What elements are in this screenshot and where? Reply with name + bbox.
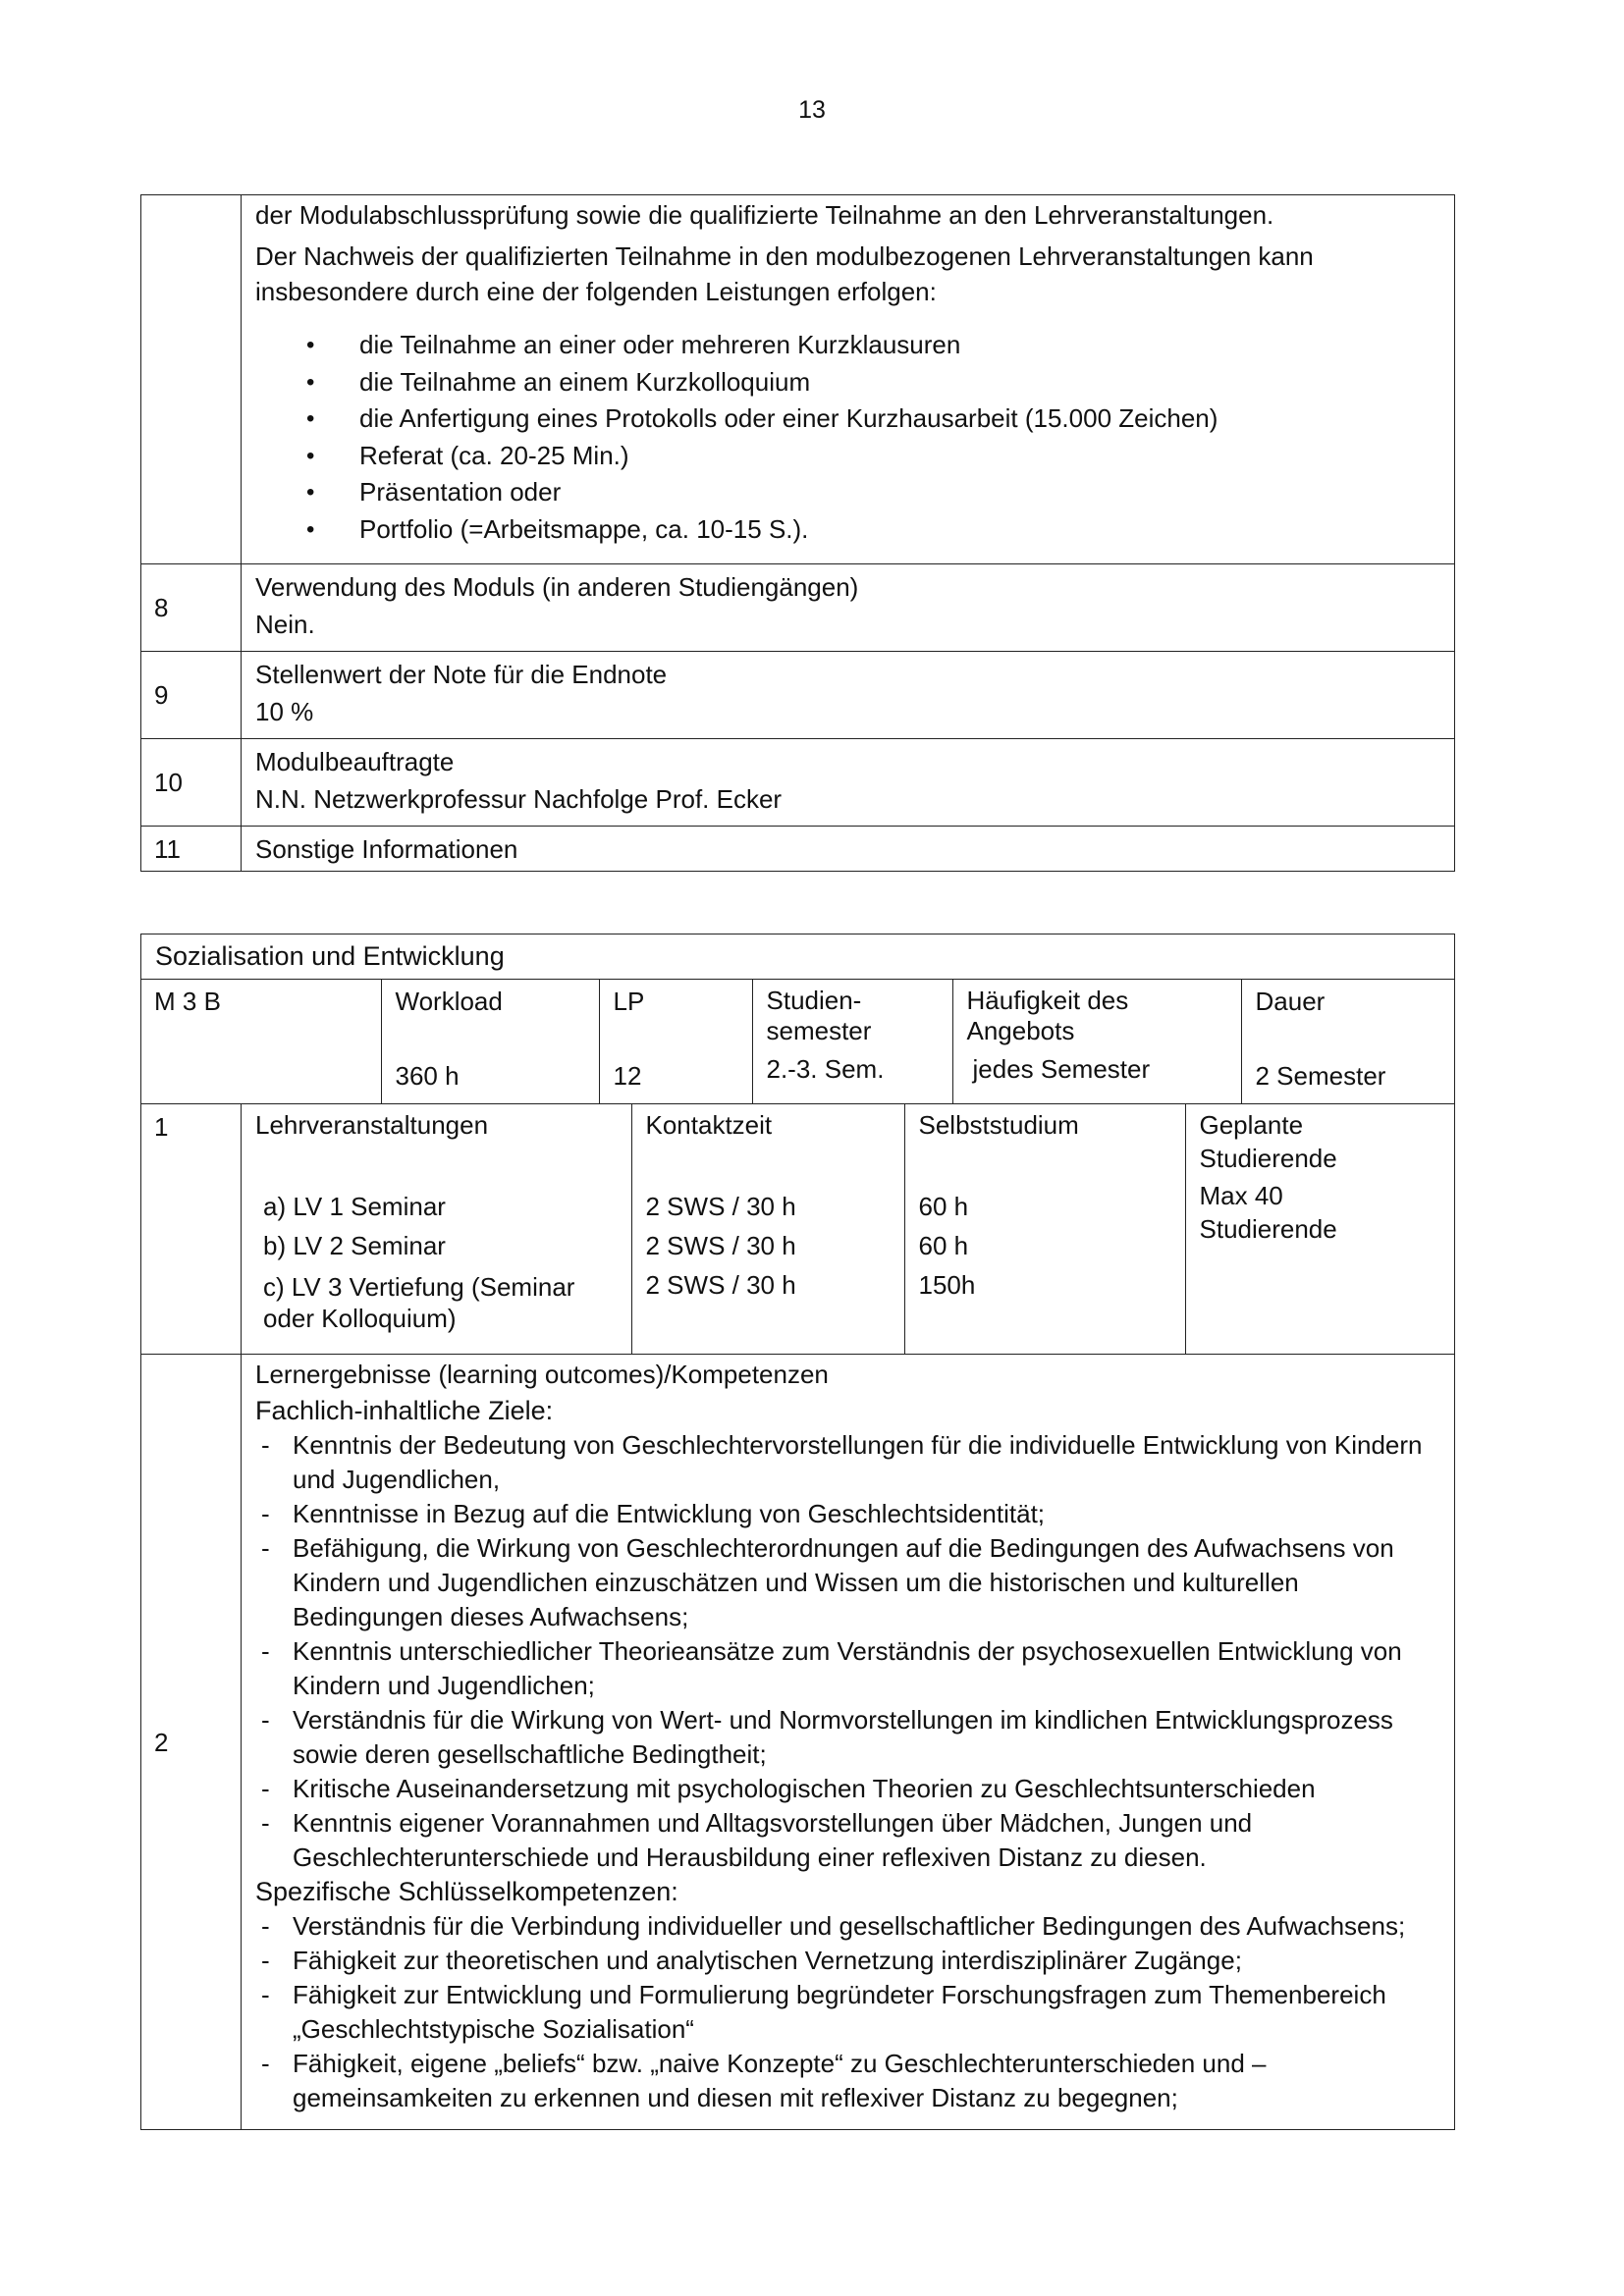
cell-value: Nein.	[255, 610, 315, 639]
list-item: - Kenntnisse in Bezug auf die Entwicklung von Geschlechtsidentität;	[255, 1497, 1444, 1531]
subject-goals-heading: Fachlich-inhaltliche Ziele:	[255, 1396, 554, 1425]
module-title: Sozialisation und Entwicklung	[141, 934, 1455, 980]
other-info-cell	[242, 827, 1455, 872]
row-number: 9	[141, 652, 242, 739]
lp-value: 12	[613, 1061, 642, 1091]
contact-time-label: Kontaktzeit	[645, 1110, 773, 1140]
module-table-continued	[140, 194, 1455, 872]
list-item: - Fähigkeit zur Entwicklung und Formulierung begründeter Forschungsfragen zum Themenbereich „Geschlechtstypische Sozialisation“	[255, 1978, 1444, 2047]
usage-cell	[242, 564, 1455, 652]
row-number: 10	[141, 739, 242, 827]
list-item: • Präsentation oder	[255, 474, 1444, 511]
workload-value: 360 h	[395, 1061, 460, 1091]
planned-students-value: Max 40	[1199, 1181, 1283, 1210]
duration-label: Dauer	[1255, 987, 1326, 1016]
self-study-item: 150h	[918, 1270, 976, 1300]
learning-outcomes-cell	[242, 1355, 1455, 2130]
contact-time-item: 2 SWS / 30 h	[645, 1192, 796, 1221]
planned-students-value: Studierende	[1199, 1214, 1337, 1244]
course-item: b) LV 2 Seminar	[263, 1231, 446, 1260]
list-item: - Befähigung, die Wirkung von Geschlechterordnungen auf die Bedingungen des Aufwachsens von Kindern und Jugendlichen einzuschätzen und Wissen um die historischen und kulturellen Bedingungen dieses Aufwachsens;	[255, 1531, 1444, 1634]
cell-title: Sonstige Informationen	[255, 833, 518, 864]
list-item: - Kenntnis der Bedeutung von Geschlechtervorstellungen für die individuelle Entwicklung von Kindern und Jugendlichen,	[255, 1428, 1444, 1497]
contact-time-item: 2 SWS / 30 h	[645, 1231, 796, 1260]
list-item: - Kenntnis eigener Vorannahmen und Alltagsvorstellungen über Mädchen, Jungen und Geschlechterunterschiede und Herausbildung einer reflexiven Distanz zu diesen.	[255, 1806, 1444, 1875]
contact-time-cell	[631, 1104, 904, 1354]
performance-list	[255, 327, 1444, 548]
cell-title: Verwendung des Moduls (in anderen Studiengängen)	[255, 572, 859, 602]
frequency-cell	[952, 980, 1241, 1103]
duration-cell	[1241, 980, 1454, 1103]
outcomes-heading: Lernergebnisse (learning outcomes)/Kompetenzen	[255, 1360, 829, 1389]
planned-students-label: Geplante	[1199, 1110, 1304, 1140]
semester-cell	[752, 980, 952, 1103]
course-item: c) LV 3 Vertiefung (Seminar oder Kolloquium)	[263, 1272, 575, 1333]
planned-students-cell	[1185, 1104, 1454, 1354]
grade-weight-cell	[242, 652, 1455, 739]
courses-label: Lehrveranstaltungen	[255, 1110, 489, 1140]
intro-line: der Modulabschlussprüfung sowie die qualifizierte Teilnahme an den Lehrveranstaltungen.	[255, 200, 1274, 230]
self-study-item: 60 h	[918, 1231, 969, 1260]
courses-row	[242, 1104, 1455, 1355]
courses-cell	[242, 1104, 631, 1354]
row-number: 8	[141, 564, 242, 652]
list-item: - Fähigkeit zur theoretischen und analytischen Vernetzung interdisziplinärer Zugänge;	[255, 1944, 1444, 1978]
cell-value: N.N. Netzwerkprofessur Nachfolge Prof. Ecker	[255, 784, 783, 814]
row-number: 1	[141, 1104, 242, 1355]
planned-students-label: Studierende	[1199, 1144, 1337, 1173]
key-competencies-heading: Spezifische Schlüsselkompetenzen:	[255, 1877, 678, 1906]
self-study-item: 60 h	[918, 1192, 969, 1221]
row-number: 11	[141, 827, 242, 872]
module-code-cell	[141, 980, 381, 1103]
row-number: 2	[141, 1355, 242, 2130]
list-item: • die Teilnahme an einem Kurzkolloquium	[255, 364, 1444, 401]
list-item: - Fähigkeit, eigene „beliefs“ bzw. „naive Konzepte“ zu Geschlechterunterschieden und –gemeinsamkeiten zu erkennen und diesen mit reflexiver Distanz zu begegnen;	[255, 2047, 1444, 2115]
list-item: • Referat (ca. 20-25 Min.)	[255, 438, 1444, 475]
intro-line: Der Nachweis der qualifizierten Teilnahme in den modulbezogenen Lehrveranstaltungen kann	[255, 241, 1314, 271]
lp-cell	[599, 980, 752, 1103]
workload-cell	[381, 980, 599, 1103]
contact-time-item: 2 SWS / 30 h	[645, 1270, 796, 1300]
module-table	[140, 934, 1455, 2130]
frequency-label: Häufigkeit des	[966, 986, 1129, 1015]
module-coordinator-cell	[242, 739, 1455, 827]
intro-line: insbesondere durch eine der folgenden Leistungen erfolgen:	[255, 277, 937, 306]
frequency-label: Angebots	[966, 1016, 1075, 1045]
module-meta-row	[141, 980, 1455, 1104]
row-number-empty	[141, 195, 242, 564]
self-study-cell	[904, 1104, 1185, 1354]
list-item: - Kenntnis unterschiedlicher Theorieansätze zum Verständnis der psychosexuellen Entwicklung von Kindern und Jugendlichen;	[255, 1634, 1444, 1703]
semester-label: semester	[766, 1016, 872, 1045]
page-number: 13	[798, 96, 826, 124]
cell-title: Modulbeauftragte	[255, 747, 455, 776]
cell-title: Stellenwert der Note für die Endnote	[255, 660, 668, 689]
cell-value: 10 %	[255, 697, 314, 726]
course-item: a) LV 1 Seminar	[263, 1192, 446, 1221]
semester-value: 2.-3. Sem.	[766, 1054, 885, 1084]
self-study-label: Selbststudium	[918, 1110, 1079, 1140]
list-item: • Portfolio (=Arbeitsmappe, ca. 10-15 S.).	[255, 511, 1444, 549]
exam-requirements-cell	[242, 195, 1455, 564]
module-code: M 3 B	[154, 987, 221, 1016]
frequency-value: jedes Semester	[972, 1054, 1151, 1084]
workload-label: Workload	[395, 987, 503, 1016]
list-item: • die Teilnahme an einer oder mehreren Kurzklausuren	[255, 327, 1444, 364]
duration-value: 2 Semester	[1255, 1061, 1386, 1091]
list-item: - Verständnis für die Verbindung individueller und gesellschaftlicher Bedingungen des Aufwachsens;	[255, 1909, 1444, 1944]
list-item: • die Anfertigung eines Protokolls oder einer Kurzhausarbeit (15.000 Zeichen)	[255, 400, 1444, 438]
lp-label: LP	[613, 987, 645, 1016]
list-item: - Verständnis für die Wirkung von Wert- und Normvorstellungen im kindlichen Entwicklungsprozess sowie deren gesellschaftliche Bedingtheit;	[255, 1703, 1444, 1772]
semester-label: Studien-	[766, 986, 862, 1015]
list-item: - Kritische Auseinandersetzung mit psychologischen Theorien zu Geschlechtsunterschieden	[255, 1772, 1444, 1806]
